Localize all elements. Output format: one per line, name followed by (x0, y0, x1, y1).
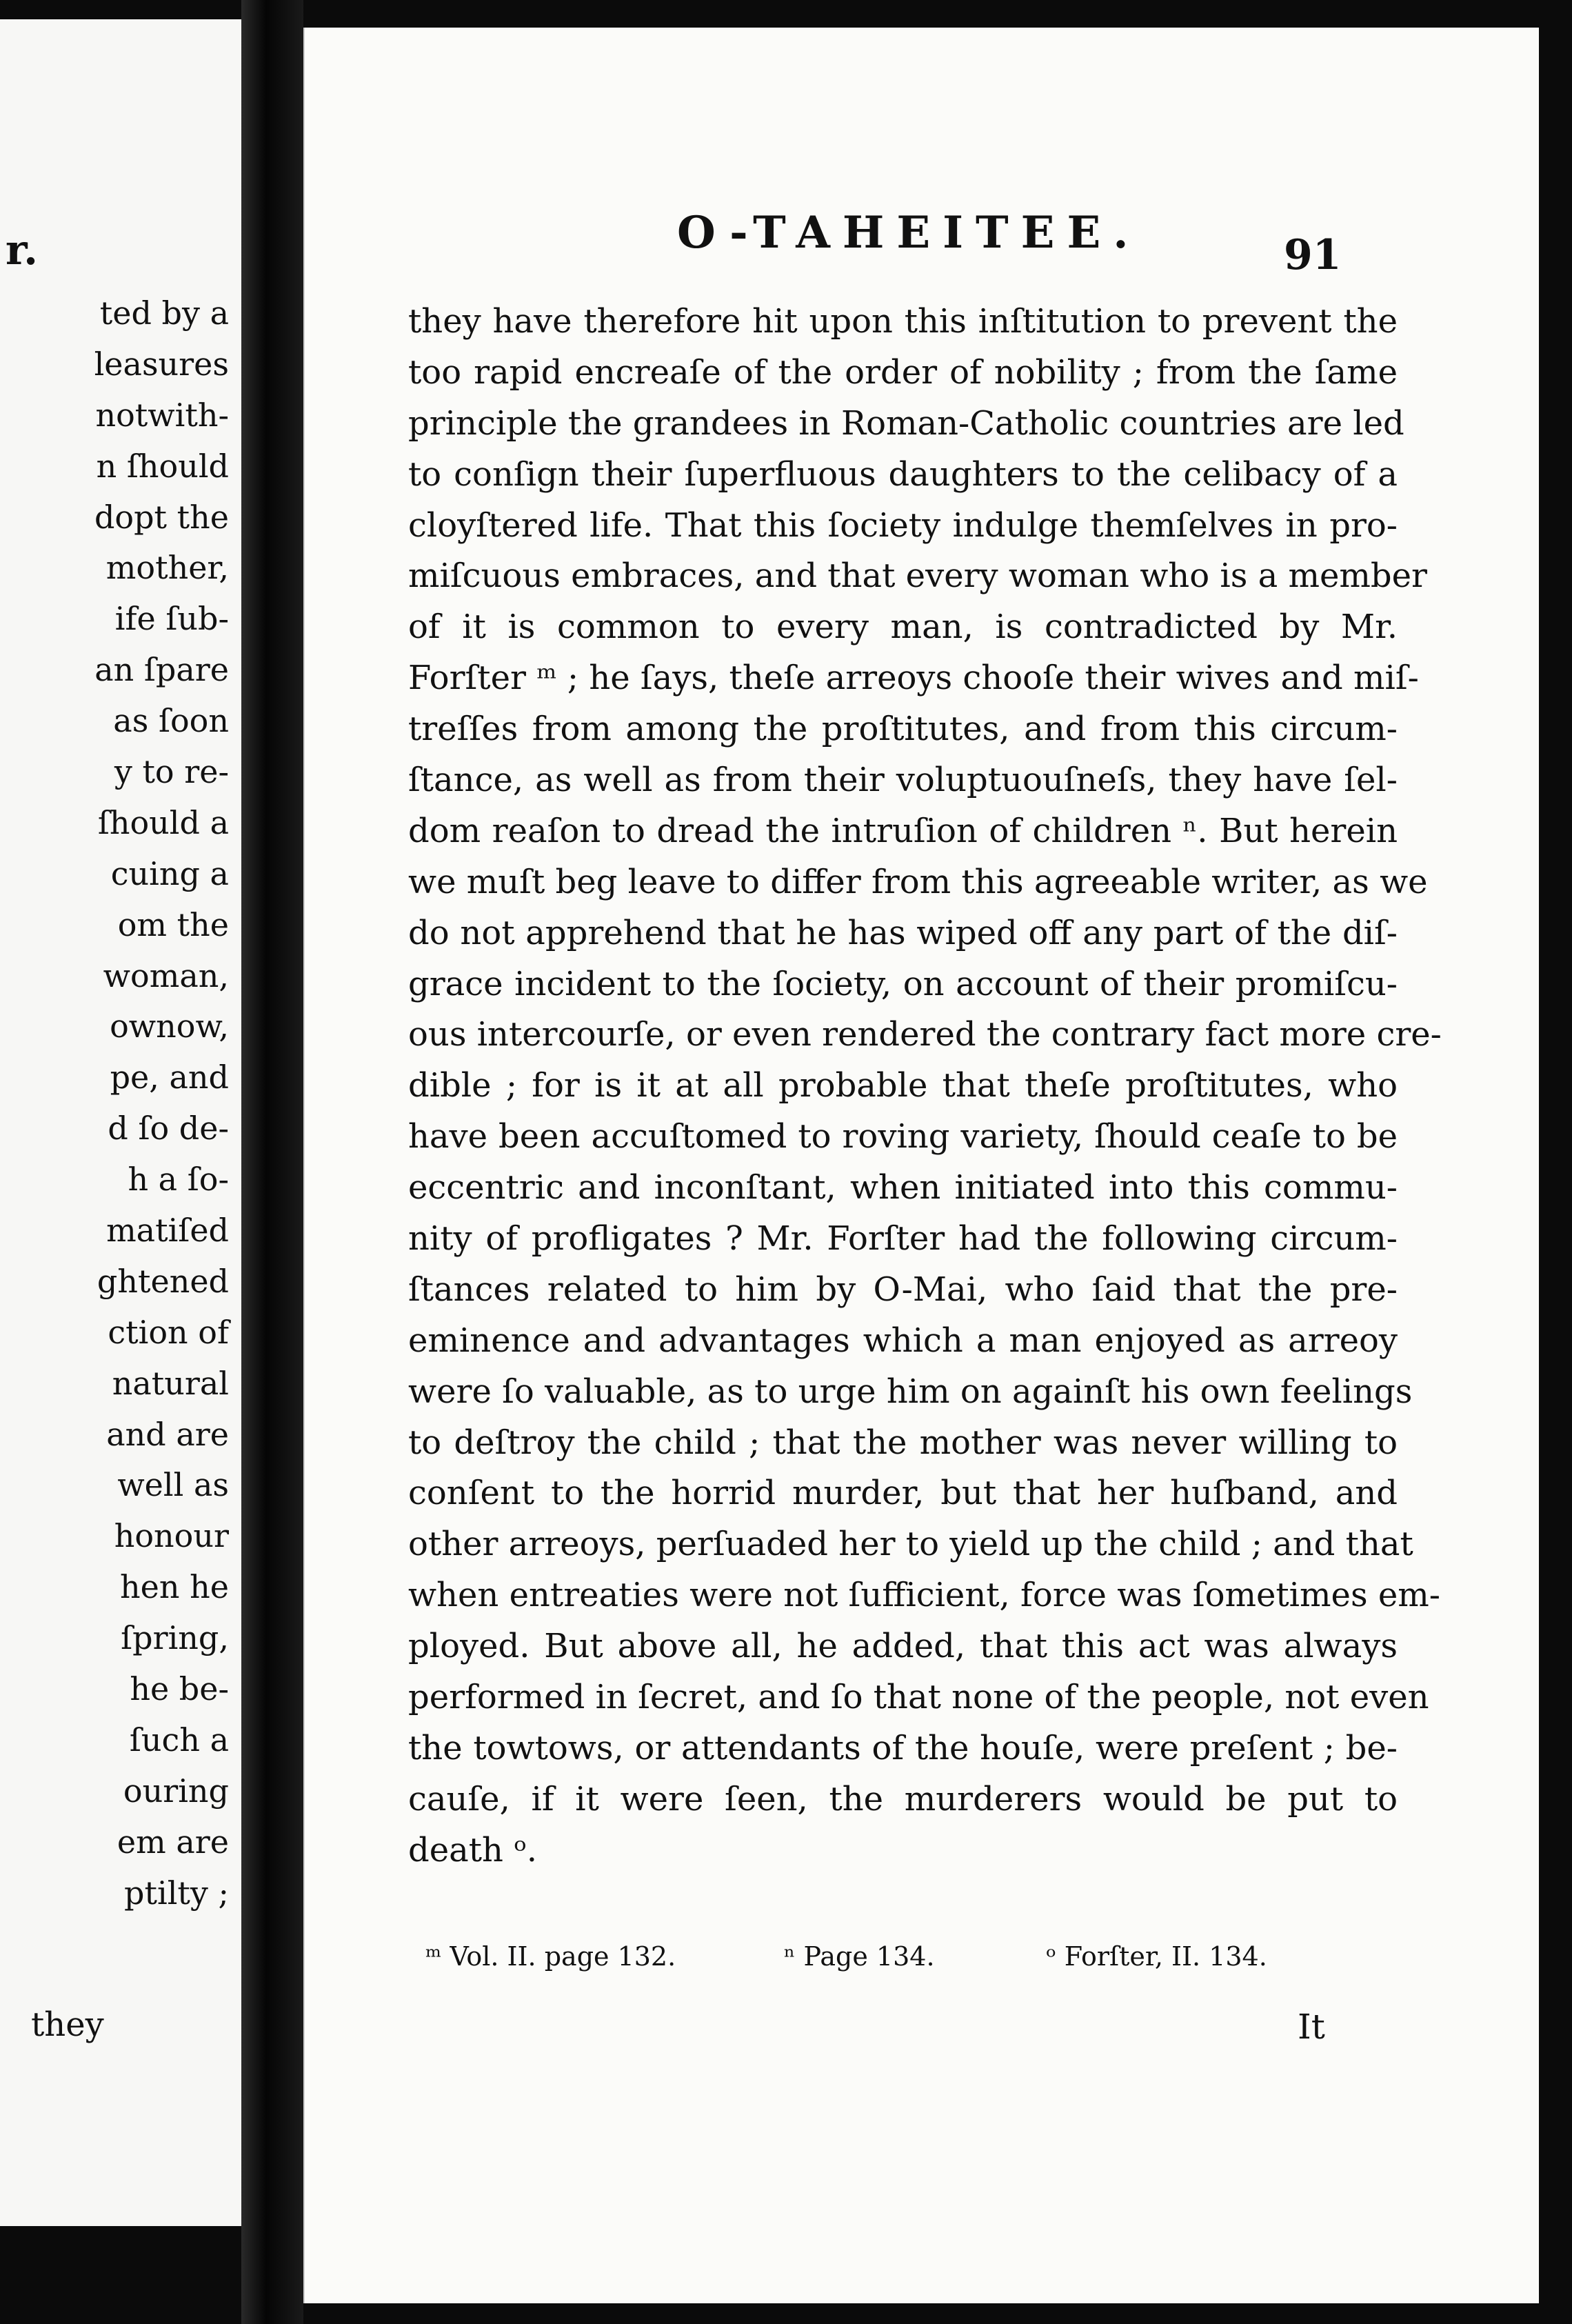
text-line: grace incident to the ſociety, on account of their promiſcu- (408, 964, 1398, 1003)
left-text-line: matiſed (106, 1212, 229, 1250)
main-page (303, 28, 1539, 2303)
left-text-line: ction of (108, 1313, 229, 1351)
text-line: treſſes from among the proſtitutes, and from this circum- (408, 710, 1398, 749)
page-number: 91 (1284, 231, 1342, 279)
text-line: eminence and advantages which a man enjoyed as arreoy (408, 1321, 1398, 1360)
left-text-line: hen he (120, 1568, 229, 1606)
left-page-top-mark: r. (6, 226, 38, 274)
catchword: It (1298, 2007, 1325, 2047)
left-text-line: h a ſo- (128, 1161, 229, 1199)
text-line: ous intercourſe, or even rendered the contrary fact more cre- (408, 1015, 1442, 1054)
body-text (408, 297, 1442, 1876)
left-text-line: ptilty ; (124, 1874, 229, 1912)
left-text-line: n ſhould (96, 447, 229, 485)
text-line: dible ; for is it at all probable that theſe proſtitutes, who (408, 1066, 1398, 1105)
left-text-line: ghtened (97, 1262, 229, 1300)
text-line: Forſter ᵐ ; he ſays, theſe arreoys chooſe their wives and miſ- (408, 659, 1419, 698)
text-line: conſent to the horrid murder, but that her huſband, and (408, 1474, 1398, 1513)
left-text-line: pe, and (110, 1059, 229, 1096)
left-text-line: ſuch a (129, 1721, 229, 1759)
left-text-line: as ſoon (113, 702, 229, 740)
text-line: ployed. But above all, he added, that this act was always (408, 1627, 1398, 1666)
text-line: nity of profligates ? Mr. Forſter had the following circum- (408, 1219, 1398, 1259)
left-text-line: ouring (123, 1772, 229, 1810)
left-text-line: ted by a (99, 294, 229, 332)
text-line: cauſe, if it were ſeen, the murderers would be put to (408, 1779, 1398, 1819)
text-line: cloyſtered life. That this ſociety indulge themſelves in pro- (408, 505, 1398, 545)
left-text-line: ownow, (110, 1008, 229, 1045)
left-text-line: ife ſub- (114, 600, 229, 638)
text-line: to conſign their ſuperfluous daughters to the celibacy of a (408, 454, 1398, 494)
left-text-line: mother, (105, 549, 229, 587)
text-line: to deſtroy the child ; that the mother was never willing to (408, 1423, 1398, 1462)
left-text-line: y to re- (114, 753, 229, 791)
left-page-text (0, 288, 234, 1919)
left-facing-page (0, 19, 243, 2226)
text-line: ſtance, as well as from their voluptuouſneſs, they have ſel- (408, 761, 1398, 800)
left-text-line: d ſo de- (108, 1110, 229, 1148)
running-head: O-TAHEITEE. (677, 207, 1141, 259)
text-line: of it is common to every man, is contradicted by Mr. (408, 608, 1398, 647)
left-text-line: leasures (94, 345, 229, 383)
left-text-line: he be- (130, 1670, 229, 1708)
left-text-line: woman, (103, 956, 229, 994)
text-line: we muſt beg leave to differ from this agreeable writer, as we (408, 862, 1428, 901)
left-text-line: dopt the (94, 498, 229, 536)
left-text-line: well as (117, 1466, 229, 1504)
left-text-line: an ſpare (94, 651, 229, 689)
text-line: miſcuous embraces, and that every woman who is a member (408, 557, 1427, 596)
footnote-o: ᵒ Forſter, II. 134. (1046, 1941, 1267, 1972)
text-line: when entreaties were not ſufficient, force was ſometimes em- (408, 1576, 1440, 1615)
left-text-line: natural (112, 1364, 229, 1402)
left-text-line: cuing a (110, 854, 229, 892)
text-line: they have therefore hit upon this inſtitution to prevent the (408, 302, 1398, 341)
footnote-m: ᵐ Vol. II. page 132. (425, 1941, 676, 1972)
left-text-line: notwith- (95, 396, 229, 434)
footnote-n: ⁿ Page 134. (784, 1941, 935, 1972)
text-line: principle the grandees in Roman-Catholic countries are led (408, 403, 1404, 443)
text-line: death ᵒ. (408, 1830, 537, 1870)
left-text-line: ſpring, (121, 1619, 229, 1657)
left-text-line: and are (106, 1415, 229, 1453)
text-line: too rapid encreaſe of the order of nobility ; from the ſame (408, 352, 1398, 392)
left-text-line: om the (117, 905, 229, 943)
text-line: performed in ſecret, and ſo that none of the people, not even (408, 1678, 1429, 1717)
left-text-line: honour (114, 1517, 229, 1555)
text-line: do not apprehend that he has wiped off any part of the diſ- (408, 913, 1398, 952)
left-text-line: ſhould a (97, 803, 229, 841)
book-gutter (241, 0, 303, 2324)
text-line: dom reaſon to dread the intruſion of children ⁿ. But herein (408, 811, 1398, 850)
text-line: other arreoys, perſuaded her to yield up the child ; and that (408, 1525, 1413, 1564)
text-line: were ſo valuable, as to urge him on againſt his own feelings (408, 1372, 1413, 1411)
text-line: eccentric and inconſtant, when initiated into this commu- (408, 1168, 1398, 1208)
left-page-catchword: they (31, 2005, 104, 2044)
text-line: the towtows, or attendants of the houſe, were preſent ; be- (408, 1728, 1398, 1767)
left-text-line: em are (117, 1823, 229, 1861)
text-line: ſtances related to him by O-Mai, who ſaid that the pre- (408, 1270, 1398, 1309)
text-line: have been accuſtomed to roving variety, ſhould ceaſe to be (408, 1117, 1398, 1156)
